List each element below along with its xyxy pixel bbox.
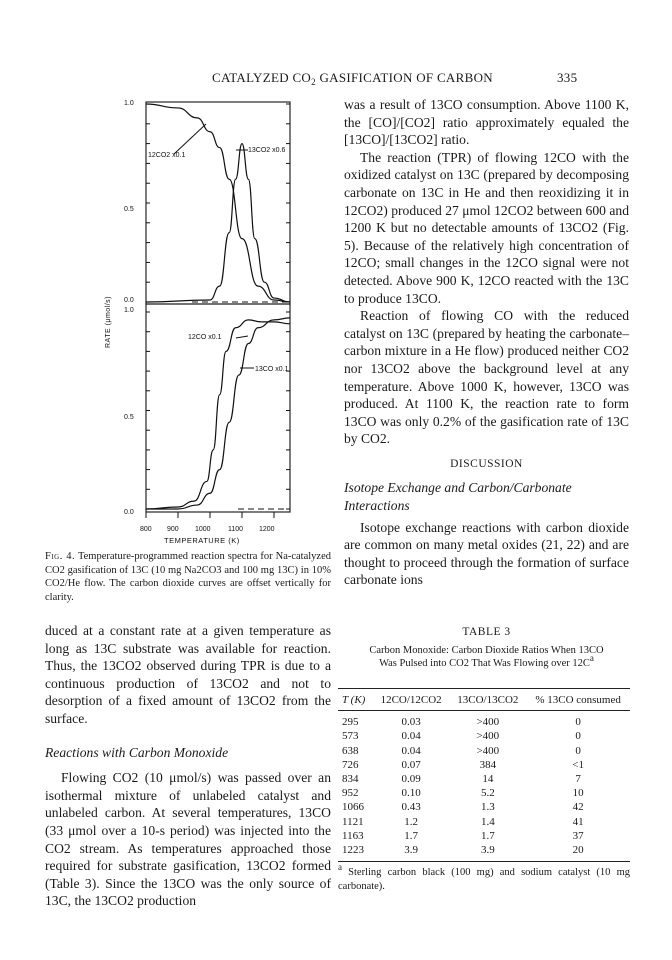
table-cell: 1163 <box>342 829 364 842</box>
table-cell: 0.43 <box>401 801 421 814</box>
right-column <box>344 96 629 589</box>
table-header-12: 12CO/12CO2 <box>380 694 442 707</box>
table-cell: 20 <box>572 843 584 856</box>
discussion-heading: DISCUSSION <box>450 457 523 470</box>
xtick-1200: 1200 <box>259 526 275 533</box>
ytick-bot-00: 0.0 <box>124 509 134 516</box>
table-cell: 1.4 <box>480 815 495 828</box>
table-label: TABLE 3 <box>462 626 511 638</box>
table-cell: 1.7 <box>404 829 418 842</box>
series-curve-top-0 <box>146 104 290 302</box>
table-cell: 1.7 <box>480 829 495 842</box>
table-cell: 10 <box>572 787 584 800</box>
co2-12-pointer <box>174 124 206 154</box>
table-cell: >400 <box>476 730 500 743</box>
xtick-900: 900 <box>167 526 179 533</box>
figure-caption: Fig. 4. Temperature-programmed reaction spectra for Na-catalyzed CO2 gasification of 13C (10 mg Na2CO3 and 100 mg 13C) in 10% CO2/He flow. The carbon dioxide curves are offset vertically for clarity. <box>45 551 331 603</box>
table-cell: 3.9 <box>404 843 418 856</box>
table-cell: 1223 <box>342 843 364 856</box>
table-cell: 0.04 <box>401 744 421 757</box>
table-cell: 0.04 <box>401 730 421 743</box>
table-cell: 14 <box>482 773 494 786</box>
table-row <box>338 829 630 843</box>
table-cell: 1.3 <box>480 801 495 814</box>
table-cell: 834 <box>342 773 359 786</box>
table-row <box>338 758 630 772</box>
y-axis-title: RATE (μmol/s) <box>105 295 112 348</box>
table-row <box>338 744 630 758</box>
table-cell: 0 <box>575 730 581 743</box>
page-number: 335 <box>557 70 578 85</box>
table-row <box>338 786 630 800</box>
x-axis-title: TEMPERATURE (K) <box>164 536 240 545</box>
table-footnote: a Sterling carbon black (100 mg) and sodium catalyst (10 mg carbonate). <box>338 862 630 892</box>
table-header-13: 13CO/13CO2 <box>457 694 519 707</box>
running-title: CATALYZED $CO_2$ GASIFICATION OF CARBON <box>212 70 493 87</box>
table-header-t: T (K) <box>342 694 366 707</box>
left-column <box>45 622 331 910</box>
table-title: Carbon Monoxide: Carbon Dioxide Ratios When 13CO Was Pulsed into CO2 That Was Flowing over 12Ca <box>369 645 604 670</box>
table-cell: 952 <box>342 787 359 800</box>
ytick-bot-05: 0.5 <box>124 414 134 421</box>
table-row <box>338 729 630 743</box>
table-row <box>338 843 630 857</box>
top-panel-frame <box>146 102 290 304</box>
table-cell: 37 <box>572 829 584 842</box>
table-cell: 384 <box>479 758 497 771</box>
label-co2-12: 12CO2 x0.1 <box>148 152 186 159</box>
table-cell: 0.03 <box>401 716 421 729</box>
table-cell: 3.9 <box>480 843 495 856</box>
ytick-mid-10: 1.0 <box>124 307 134 314</box>
table-cell: 295 <box>342 716 359 729</box>
table-cell: 1.2 <box>404 815 418 828</box>
table-cell: 0.10 <box>401 787 421 800</box>
table-cell: 1121 <box>342 815 364 828</box>
subheading-carbon-monoxide: Reactions with Carbon Monoxide <box>45 744 229 760</box>
subheading-isotope-exchange: Isotope Exchange and Carbon/Carbonate Interactions <box>344 480 572 514</box>
table-cell: 42 <box>572 801 584 814</box>
table-3 <box>338 688 630 862</box>
label-co-13: 13CO x0.1 <box>255 366 289 373</box>
label-co-12: 12CO x0.1 <box>188 334 222 341</box>
left-para-1: duced at a constant rate at a given temperature as long as 13C substrate was available for reaction. Thus, the 13CO2 observed during TPR is due to a continuous production of 13CO2 and not to desorption of a fixed amount of 13CO2 from the surface. <box>45 623 331 726</box>
series-curve-top-1 <box>146 144 290 302</box>
table-cell: 573 <box>342 730 359 743</box>
table-row <box>338 800 630 814</box>
table-cell: 0 <box>575 716 581 729</box>
right-para-1: was a result of 13CO consumption. Above 1100 K, the [CO]/[CO2] ratio approximately equaled the [13CO]/[13CO2] ratio. <box>344 97 629 148</box>
xtick-1000: 1000 <box>195 526 211 533</box>
table-cell: 0.07 <box>401 758 421 771</box>
right-para-3: Reaction of flowing CO with the reduced catalyst on 13C (prepared by heating the carbonate–carbon mixture in a He flow) produced neither CO2 nor 13CO2 above the background level at any temperature. Above 1000 K, however, 13CO was produced. At 1100 K, the reaction rate to form 13CO was only 0.2% of the gasification rate of 13C by CO2. <box>344 308 629 447</box>
table-row <box>338 711 630 730</box>
ytick-mid-00: 0.0 <box>124 297 134 304</box>
series-curve-bottom-1 <box>146 318 290 509</box>
table-cell: 0.09 <box>401 773 421 786</box>
table-cell: >400 <box>476 716 500 729</box>
table-row <box>338 815 630 829</box>
right-para-4: Isotope exchange reactions with carbon dioxide are common on many metal oxides (21, 22) and are thought to proceed through the formation of surface carbonate ions <box>344 519 629 588</box>
table-cell: <1 <box>572 758 584 771</box>
table-cell: 0 <box>575 744 581 757</box>
ytick-top-1: 1.0 <box>124 100 134 107</box>
table-row <box>338 772 630 786</box>
table-cell: 41 <box>572 815 584 828</box>
figure-4-chart <box>88 88 338 548</box>
ytick-top-05: 0.5 <box>124 206 134 213</box>
co-12-pointer <box>236 336 248 338</box>
xtick-1100: 1100 <box>228 526 244 533</box>
table-header-consumed: % 13CO consumed <box>535 694 621 707</box>
xtick-800: 800 <box>140 526 152 533</box>
label-co2-13: 13CO2 x0.6 <box>248 147 286 154</box>
left-para-2: Flowing CO2 (10 μmol/s) was passed over an isothermal mixture of unlabeled catalyst and unlabeled carbon. At several temperatures, 13CO (33 μmol over a 10-s period) was injected into the CO2 stream. As temperatures approached those required for substrate gasification, 13CO2 formed (Table 3). Since the 13CO was the only source of 13C, the 13CO2 production <box>45 770 331 909</box>
table-cell: 726 <box>342 758 359 771</box>
table-cell: 1066 <box>342 801 364 814</box>
right-para-2: The reaction (TPR) of flowing 12CO with the oxidized catalyst on 13C (prepared by decomposing carbonate on 13C in He and then reoxidizing it in 12CO2) produced 27 μmol 12CO2 between 600 and 1200 K but no detectable amounts of 13CO2 (Fig. 5). Because of the relatively high concentration of 12CO; small changes in the 12CO signal were not detected. Above 900 K, 12CO reacted with the 13C to produce 13CO. <box>344 149 629 306</box>
table-cell: >400 <box>476 744 500 757</box>
table-cell: 7 <box>575 773 581 786</box>
table-cell: 5.2 <box>480 787 495 800</box>
series-curve-bottom-0 <box>146 320 290 509</box>
table-cell: 638 <box>342 744 359 757</box>
